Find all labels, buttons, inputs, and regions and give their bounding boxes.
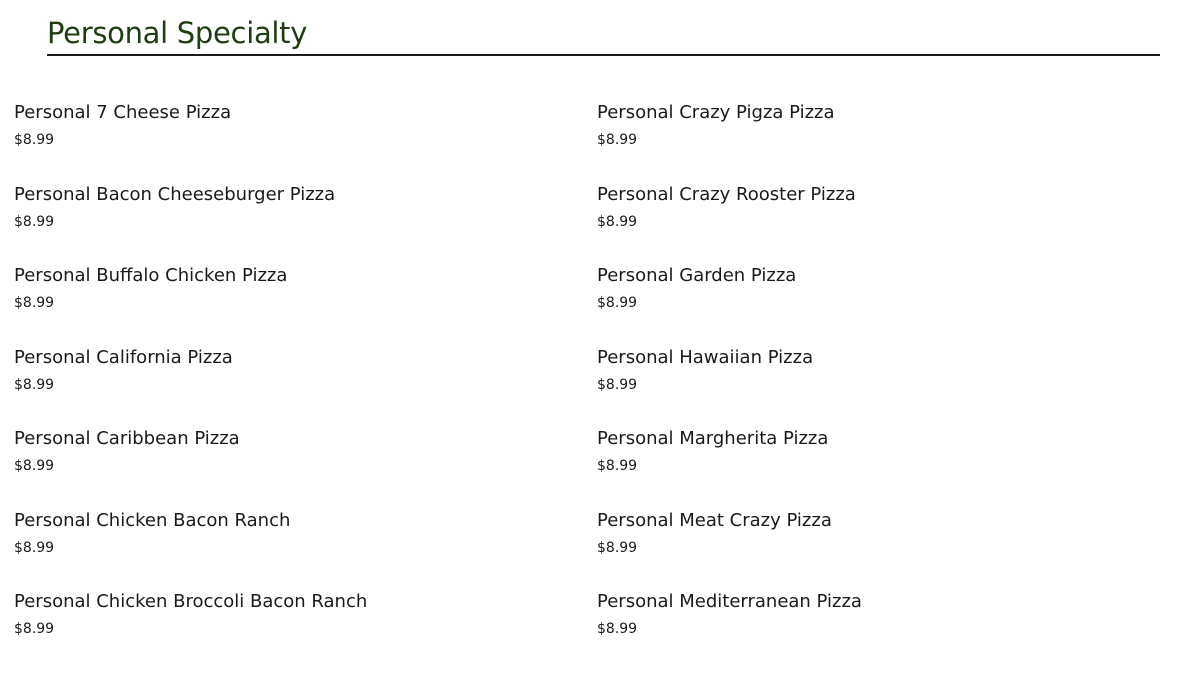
- section-title: Personal Specialty: [47, 16, 308, 50]
- menu-item-name: Personal Caribbean Pizza: [14, 428, 240, 449]
- menu-item-price: $8.99: [597, 295, 638, 311]
- section-divider: [47, 54, 1160, 56]
- menu-item-name: Personal 7 Cheese Pizza: [14, 102, 232, 123]
- menu-item-name: Personal Hawaiian Pizza: [597, 346, 814, 368]
- menu-item-name: Personal Chicken Bacon Ranch: [14, 509, 291, 531]
- menu-item[interactable]: [14, 508, 597, 590]
- menu-item-price: $8.99: [14, 621, 55, 637]
- menu-item-name: Personal Chicken Broccoli Bacon Ranch: [14, 591, 368, 612]
- menu-item-price: $8.99: [597, 132, 638, 148]
- menu-item[interactable]: [597, 182, 1113, 264]
- menu-item-name: Personal Buffalo Chicken Pizza: [14, 265, 288, 286]
- menu-item-name: Personal California Pizza: [14, 346, 233, 368]
- menu-item-price: $8.99: [14, 295, 55, 311]
- menu-grid: [14, 100, 1113, 671]
- menu-item[interactable]: [14, 345, 597, 427]
- menu-item-name: Personal Margherita Pizza: [597, 428, 829, 449]
- menu-item[interactable]: [597, 345, 1113, 427]
- menu-item[interactable]: [14, 426, 597, 508]
- menu-item[interactable]: [14, 589, 597, 671]
- menu-item-name: Personal Garden Pizza: [597, 265, 797, 286]
- menu-item-price: $8.99: [597, 213, 638, 230]
- menu-item-price: $8.99: [597, 539, 638, 556]
- menu-item[interactable]: [597, 100, 1113, 182]
- menu-item[interactable]: [597, 426, 1113, 508]
- menu-section: [47, 0, 1160, 56]
- menu-item[interactable]: [597, 508, 1113, 590]
- menu-item-name: Personal Crazy Rooster Pizza: [597, 183, 856, 205]
- menu-item-price: $8.99: [597, 458, 638, 474]
- menu-item[interactable]: [597, 589, 1113, 671]
- menu-item-price: $8.99: [597, 621, 638, 637]
- menu-item-name: Personal Crazy Pigza Pizza: [597, 102, 835, 123]
- menu-item[interactable]: [14, 100, 597, 182]
- menu-item-price: $8.99: [14, 539, 55, 556]
- menu-item[interactable]: [597, 263, 1113, 345]
- menu-item-price: $8.99: [597, 376, 638, 393]
- menu-item-price: $8.99: [14, 376, 55, 393]
- menu-item[interactable]: [14, 263, 597, 345]
- menu-item-price: $8.99: [14, 132, 55, 148]
- menu-item[interactable]: [14, 182, 597, 264]
- menu-item-name: Personal Meat Crazy Pizza: [597, 509, 832, 531]
- menu-item-price: $8.99: [14, 458, 55, 474]
- menu-item-price: $8.99: [14, 213, 55, 230]
- menu-item-name: Personal Mediterranean Pizza: [597, 591, 862, 612]
- menu-item-name: Personal Bacon Cheeseburger Pizza: [14, 183, 336, 205]
